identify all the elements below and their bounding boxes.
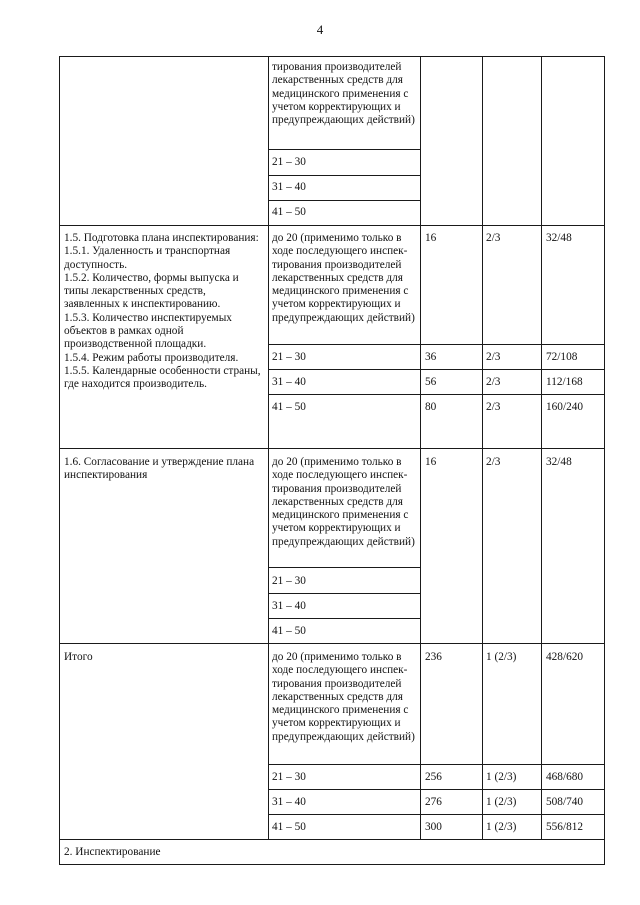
value-cell: 508/740 (546, 796, 584, 808)
value-cell: 112/168 (546, 376, 583, 388)
value-cell: 1 (2/3) (486, 771, 517, 783)
value-cell: 16 (425, 456, 437, 468)
range-cell: 31 – 40 (272, 600, 306, 612)
value-cell: 1 (2/3) (486, 651, 517, 663)
page-number: 4 (316, 22, 324, 37)
range-cell: 21 – 30 (272, 351, 306, 363)
value-cell: 556/812 (546, 821, 584, 833)
value-cell: 2/3 (486, 456, 501, 468)
section-2-title: 2. Инспектирование (64, 846, 161, 858)
section-1-6-title: 1.6. Согласование и утверждение плана инспектирования (64, 456, 255, 482)
range-cell: до 20 (применимо только в ходе последующего инспек-тирования производителей лекарственных средств для медицинского применения с учетом корректирующих и предупреждающих действий) (272, 232, 415, 324)
continuation-range-text: тирования производителей лекарственных средств для медицинского применения с учетом корректирующих и предупреждающих действий) (272, 61, 415, 127)
value-cell: 428/620 (546, 651, 584, 663)
range-cell: 41 – 50 (272, 625, 306, 637)
range-cell: до 20 (применимо только в ходе последующего инспек-тирования производителей лекарственных средств для медицинского применения с учетом корректирующих и предупреждающих действий) (272, 651, 415, 743)
value-cell: 300 (425, 821, 442, 833)
value-cell: 16 (425, 232, 437, 244)
value-cell: 72/108 (546, 351, 578, 363)
value-cell: 32/48 (546, 456, 572, 468)
value-cell: 36 (425, 351, 437, 363)
range-cell: 41 – 50 (272, 821, 306, 833)
value-cell: 32/48 (546, 232, 572, 244)
range-cell: 41 – 50 (272, 401, 306, 413)
value-cell: 236 (425, 651, 442, 663)
range-cell: 21 – 30 (272, 771, 306, 783)
range-cell: 31 – 40 (272, 181, 306, 193)
range-cell: 41 – 50 (272, 206, 306, 218)
value-cell: 276 (425, 796, 442, 808)
range-cell: 31 – 40 (272, 376, 306, 388)
value-cell: 2/3 (486, 376, 501, 388)
value-cell: 1 (2/3) (486, 796, 517, 808)
value-cell: 2/3 (486, 401, 501, 413)
range-cell: 21 – 30 (272, 575, 306, 587)
range-cell: 31 – 40 (272, 796, 306, 808)
range-cell: до 20 (применимо только в ходе последующего инспек-тирования производителей лекарственных средств для медицинского применения с учетом корректирующих и предупреждающих действий) (272, 456, 415, 548)
value-cell: 256 (425, 771, 442, 783)
section-1-5-title: 1.5. Подготовка плана инспектирования: 1.5.1. Удаленность и транспортная доступность. 1.5.2. Количество, формы выпуска и типы лекарственных средств, заявленных к инспектированию. 1.5.3. Количество инспектируемых объектов в рамках одной производственной площадки. 1.5.4. Режим работы производителя. 1.5.5. Календарные особенности страны, где находится производитель. (64, 232, 261, 391)
value-cell: 56 (425, 376, 437, 388)
value-cell: 80 (425, 401, 437, 413)
total-title: Итого (64, 651, 93, 663)
value-cell: 1 (2/3) (486, 821, 517, 833)
range-cell: 21 – 30 (272, 156, 306, 168)
value-cell: 2/3 (486, 232, 501, 244)
value-cell: 160/240 (546, 401, 584, 413)
value-cell: 2/3 (486, 351, 501, 363)
value-cell: 468/680 (546, 771, 584, 783)
